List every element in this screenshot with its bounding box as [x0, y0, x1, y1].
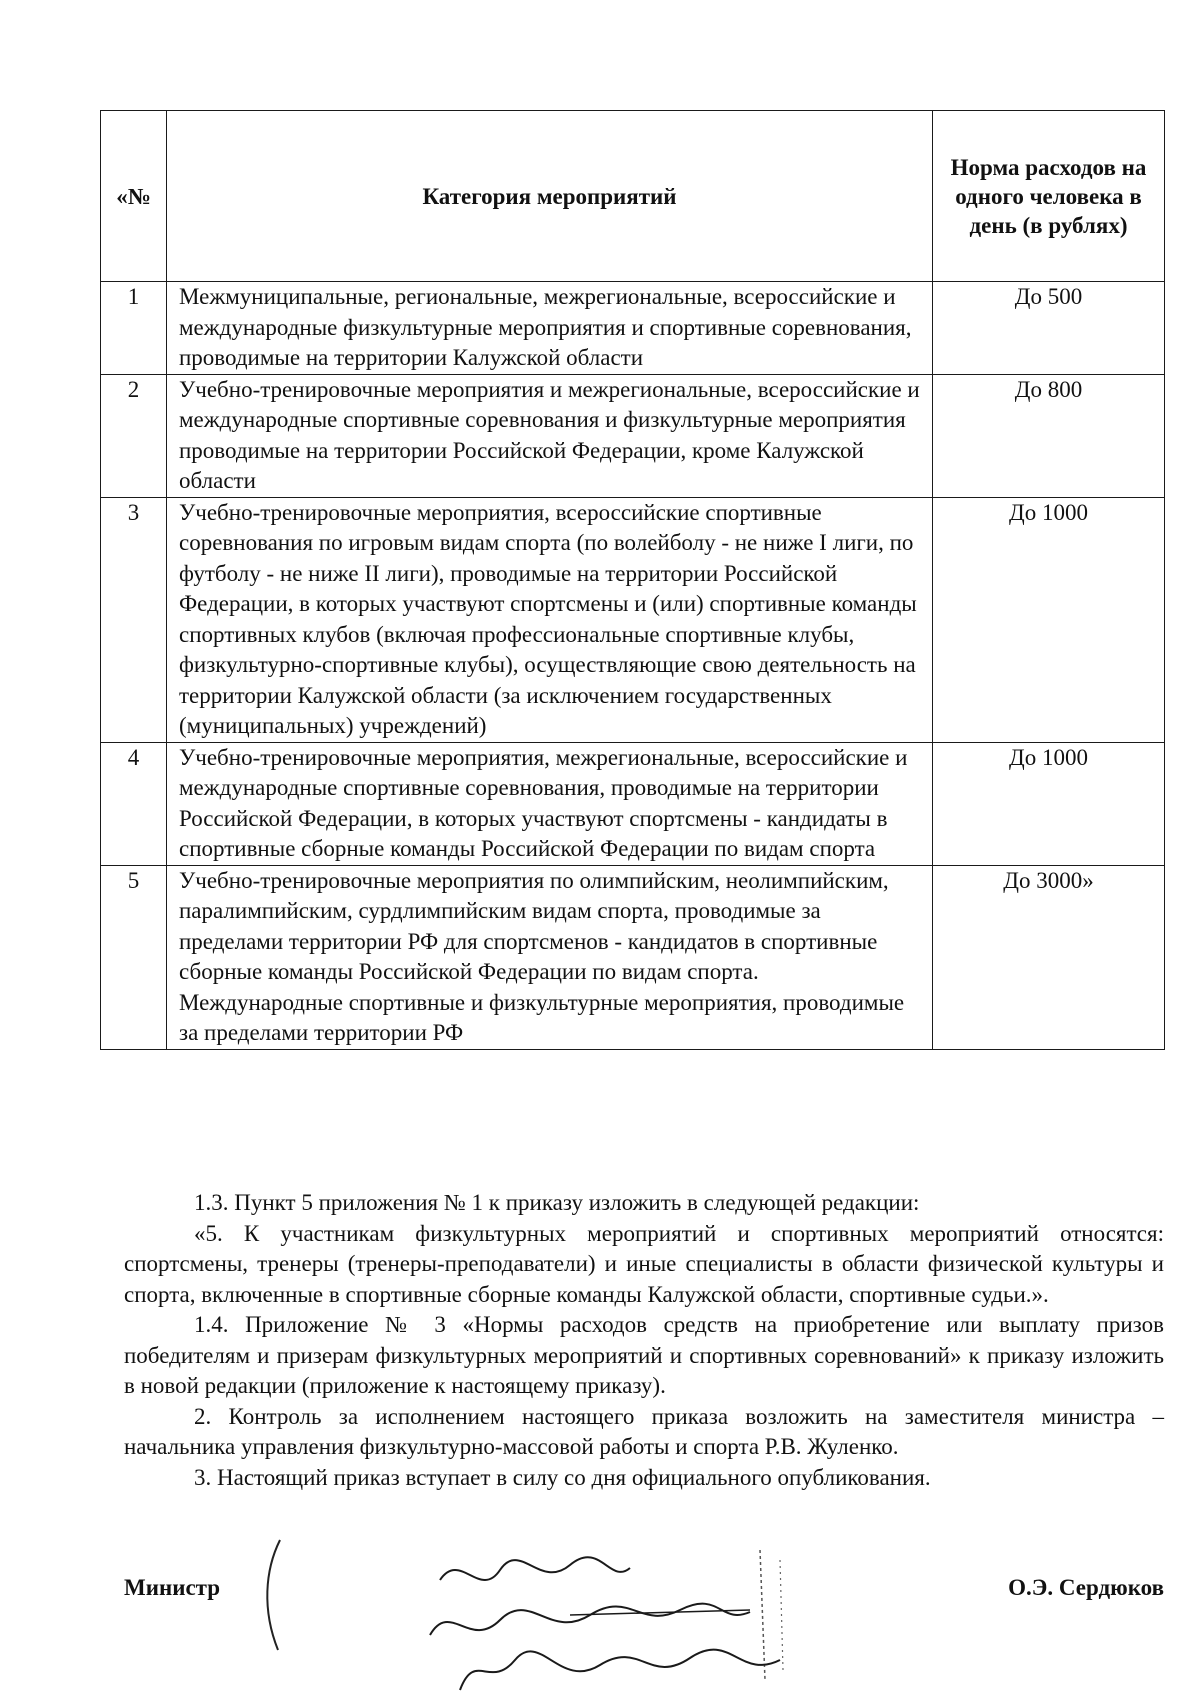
row-category-cell [167, 865, 933, 1049]
table-row [101, 497, 1165, 742]
table-row [101, 282, 1165, 375]
signature-block [124, 1575, 1164, 1615]
paragraph-1-4: 1.4. Приложение № 3 «Нормы расходов средств на приобретение или выплату призов победителям и призерам физкультурных мероприятий и спортивных соревнований» к приказу изложить в новой редакции (приложение к настоящему приказу). [124, 1312, 1164, 1398]
paragraph-1-3-quote: «5. К участникам физкультурных мероприятий и спортивных мероприятий относятся: спортсмены, тренеры (тренеры-преподаватели) и иные специалисты в области физической культуры и спорта, включенные в спортивные сборные команды Калужской области, спортивные судьи.». [124, 1220, 1164, 1307]
row-number: 3 [101, 497, 167, 742]
row-number: 4 [101, 742, 167, 865]
table-row [101, 742, 1165, 865]
row-category-extra: Международные спортивные и физкультурные мероприятия, проводимые за пределами территории РФ [179, 989, 905, 1045]
table-row [101, 374, 1165, 497]
row-number: 1 [101, 282, 167, 375]
row-norm: До 1000 [933, 497, 1165, 742]
order-body-text [124, 1188, 1164, 1493]
row-norm: До 1000 [933, 742, 1165, 865]
row-category: Учебно-тренировочные мероприятия и межрегиональные, всероссийские и международные спортивные соревнования и физкультурные мероприятия проводимые на территории Российской Федерации, кроме Калужской области [167, 374, 933, 497]
header-category: Категория мероприятий [167, 111, 933, 282]
row-category: Межмуниципальные, региональные, межрегиональные, всероссийские и международные физкультурные мероприятия и спортивные соревнования, проводимые на территории Калужской области [167, 282, 933, 375]
row-category: Учебно-тренировочные мероприятия, всероссийские спортивные соревнования по игровым видам спорта (по волейболу - не ниже I лиги, по футболу - не ниже II лиги), проводимые на территории Российской Федерации, в которых участвуют спортсмены и (или) спортивные команды спортивных клубов (включая профессиональные спортивные клубы, физкультурно-спортивные клубы), осуществляющие свою деятельность на территории Калужской области (за исключением государственных (муниципальных) учреждений) [167, 497, 933, 742]
paragraph-2: 2. Контроль за исполнением настоящего приказа возложить на заместителя министра – начальника управления физкультурно-массовой работы и спорта Р.В. Жуленко. [124, 1403, 1164, 1459]
paragraph-1-3: 1.3. Пункт 5 приложения № 1 к приказу изложить в следующей редакции: [194, 1190, 920, 1215]
row-category: Учебно-тренировочные мероприятия по олимпийским, неолимпийским, паралимпийским, сурдлимпийским видам спорта, проводимые за пределами территории РФ для спортсменов - кандидатов в спортивные сборные команды Российской Федерации по видам спорта. [179, 867, 889, 984]
handwritten-signature [420, 1540, 840, 1700]
row-number: 2 [101, 374, 167, 497]
row-norm: До 3000» [933, 865, 1165, 1049]
paragraph-3: 3. Настоящий приказ вступает в силу со дня официального опубликования. [194, 1464, 931, 1490]
row-category: Учебно-тренировочные мероприятия, межрегиональные, всероссийские и международные спортивные соревнования, проводимые на территории Российской Федерации, в которых участвуют спортсмены - кандидаты в спортивные сборные команды Российской Федерации по видам спорта [167, 742, 933, 865]
signatory-name: О.Э. Сердюков [1008, 1575, 1164, 1600]
row-number: 5 [101, 865, 167, 1049]
header-number: «№ [101, 111, 167, 282]
table-row [101, 865, 1165, 1049]
row-norm: До 500 [933, 282, 1165, 375]
signatory-title: Министр [124, 1575, 221, 1600]
expense-norms-table [100, 110, 1165, 1050]
row-norm: До 800 [933, 374, 1165, 497]
table-header-row [101, 111, 1165, 282]
header-norm: Норма расходов на одного человека в день (в рублях) [933, 111, 1165, 282]
